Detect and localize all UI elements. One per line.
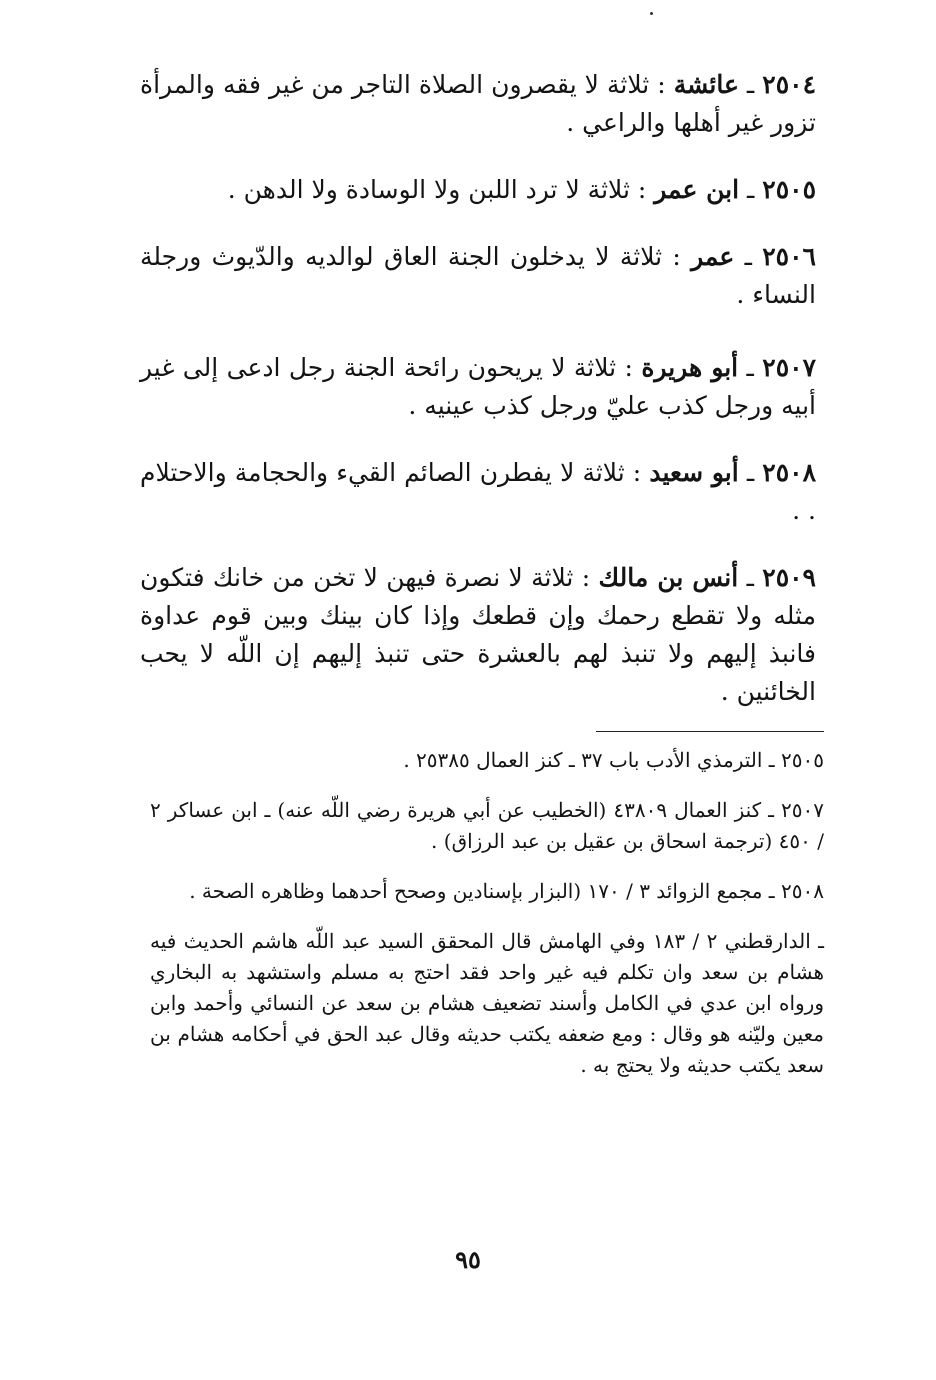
hadith-number: ٢٥٠٥ <box>762 175 816 204</box>
colon: : <box>662 242 692 271</box>
hadith-entry <box>140 349 816 425</box>
footnote: ـ الدارقطني ٢ / ١٨٣ وفي الهامش قال المحقق السيد عبد اللّه هاشم الحديث فيه هشام بن سعد وان تكلم فيه غير واحد فقد احتج به مسلم واستشهد به البخاري ورواه ابن عدي في الكامل وأسند تضعيف هشام بن سعد عن النسائي وأحمد وابن معين وليّنه هو وقال : ومع ضعفه يكتب حديثه وقال عبد الحق في أحكامه هشام بن سعد يكتب حديثه ولا يحتج به . <box>150 929 824 1077</box>
hadith-narrator: أبو سعيد <box>649 458 739 487</box>
hadith-text: ثلاثة لا نصرة فيهن لا تخن من خانك فتكون مثله ولا تقطع رحمك وإن قطعك وإذا كان بينك وبين قوم عداوة فانبذ إليهم ولا تنبذ لهم بالعشرة حتى تنبذ إليهم إن اللّه لا يحب الخائنين . <box>140 563 816 706</box>
hadith-entry <box>140 66 816 142</box>
dash-separator: ـ <box>746 563 754 592</box>
page-number: ٩٥ <box>455 1245 481 1274</box>
hadith-number: ٢٥٠٨ <box>762 458 817 487</box>
footnote: ٢٥٠٥ ـ الترمذي الأدب باب ٣٧ ـ كنز العمال ٢٥٣٨٥ . <box>403 748 824 772</box>
hadith-text: ثلاثة لا يفطرن الصائم القيء والحجامة والاحتلام . . <box>140 458 816 525</box>
hadith-text: ثلاثة لا ترد اللبن ولا الوسادة ولا الدهن . <box>227 175 630 204</box>
hadith-text: ثلاثة لا يدخلون الجنة العاق لوالديه والدّيوث ورجلة النساء . <box>140 242 816 309</box>
colon: : <box>573 563 599 592</box>
footnote-separator <box>596 731 824 732</box>
hadith-text: ثلاثة لا يقصرون الصلاة التاجر من غير فقه والمرأة تزور غير أهلها والراعي . <box>140 70 816 137</box>
hadith-number: ٢٥٠٦ <box>762 242 816 271</box>
hadith-number: ٢٥٠٧ <box>762 353 816 382</box>
colon: : <box>624 458 650 487</box>
hadith-entry <box>140 171 816 209</box>
hadith-entry <box>140 454 816 530</box>
hadith-entry <box>140 559 816 711</box>
hadith-narrator: عائشة <box>673 70 739 99</box>
colon: : <box>649 70 674 99</box>
hadith-text: ثلاثة لا يريحون رائحة الجنة رجل ادعى إلى غير أبيه ورجل كذب عليّ ورجل كذب عينيه . <box>140 353 816 420</box>
hadith-number: ٢٥٠٤ <box>762 70 816 99</box>
colon: : <box>629 175 655 204</box>
dash-separator: ـ <box>744 242 752 271</box>
colon: : <box>616 353 642 382</box>
hadith-entry <box>140 238 816 314</box>
footnote: ٢٥٠٧ ـ كنز العمال ٤٣٨٠٩ (الخطيب عن أبي هريرة رضي اللّه عنه) ـ ابن عساكر ٢ / ٤٥٠ (ترجمة اسحاق بن عقيل بن عبد الرزاق) . <box>150 798 825 853</box>
hadith-narrator: عمر <box>691 242 735 271</box>
scan-speck <box>650 12 653 15</box>
dash-separator: ـ <box>746 458 755 487</box>
hadith-narrator: ابن عمر <box>654 175 740 204</box>
hadith-narrator: أبو هريرة <box>641 353 739 382</box>
footnote: ٢٥٠٨ ـ مجمع الزوائد ٣ / ١٧٠ (البزار بإسنادين وصحح أحدهما وظاهره الصحة . <box>189 879 824 903</box>
dash-separator: ـ <box>747 175 755 204</box>
hadith-narrator: أنس بن مالك <box>598 563 739 592</box>
footnotes <box>150 745 824 1100</box>
hadith-number: ٢٥٠٩ <box>762 563 816 592</box>
hadith-list <box>140 66 816 740</box>
dash-separator: ـ <box>746 353 754 382</box>
dash-separator: ـ <box>746 70 755 99</box>
